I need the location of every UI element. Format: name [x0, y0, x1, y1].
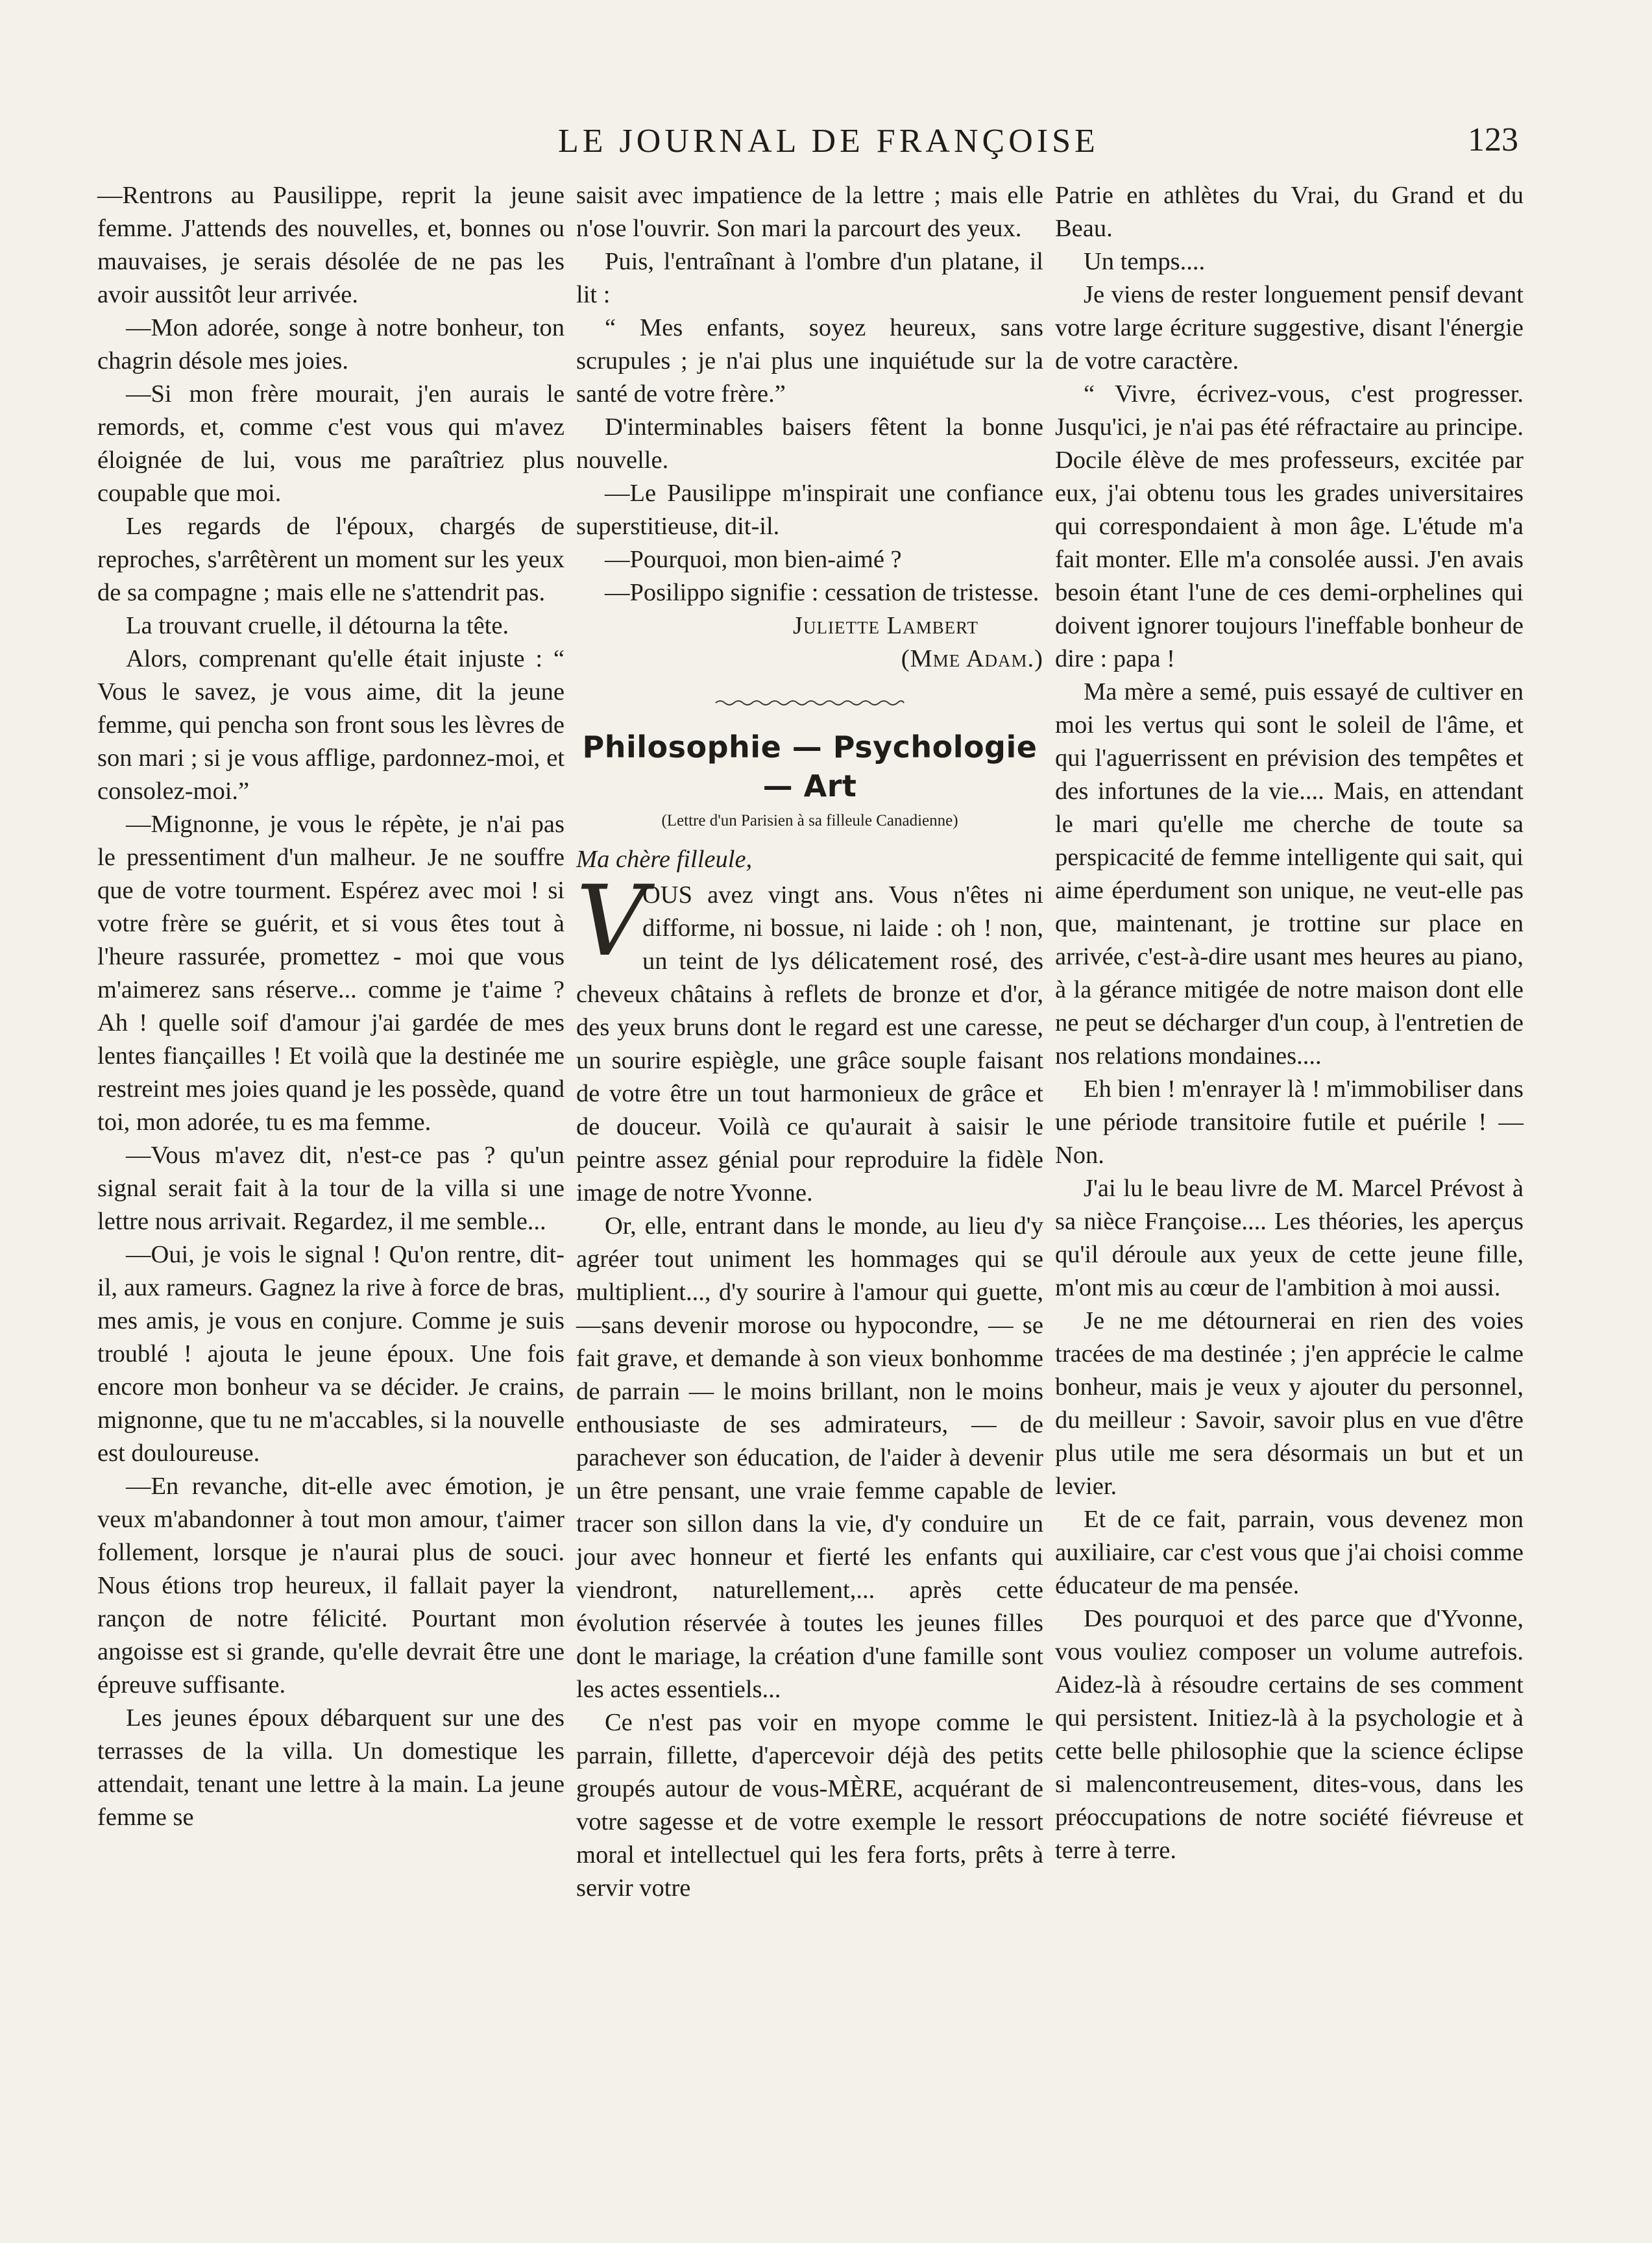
paragraph: —Oui, je vois le signal ! Qu'on rentre, dit-il, aux rameurs. Gagnez la rive à force de bras, mes amis, je vous en conjure. Comme je suis troublé ! ajouta le jeune époux. Une fois encore mon bonheur va se décider. Je crains, mignonne, que tu ne m'accables, si la nouvelle est douloureuse. — [97, 1241, 565, 1467]
column-1 — [97, 179, 565, 1834]
salutation: Ma chère filleule, — [576, 846, 753, 873]
paragraph: —Rentrons au Pausilippe, reprit la jeune femme. J'attends des nouvelles, et, bonnes ou mauvaises, je serais désolée de ne pas les avoir aussitôt leur arrivée. — [97, 182, 565, 308]
paragraph: La trouvant cruelle, il détourna la tête. — [126, 612, 509, 639]
paragraph: D'interminables baisers fêtent la bonne nouvelle. — [576, 413, 1043, 474]
wavy-rule-ornament — [712, 695, 907, 711]
paragraph: Eh bien ! m'enrayer là ! m'immobiliser dans une période transitoire futile et puérile ! — Non. — [1055, 1075, 1524, 1169]
paragraph: —Mon adorée, songe à notre bonheur, ton chagrin désole mes joies. — [97, 314, 565, 374]
paragraph: “ Vivre, écrivez-vous, c'est progresser. Jusqu'ici, je n'ai pas été réfractaire au principe. Docile élève de mes professeurs, excitée par eux, j'ai obtenu tous les grades universitaires qui correspondaient à mon âge. L'étude m'a fait monter. Elle m'a consolée aussi. J'en avais besoin étant l'une de ces demi-orphelines qui doivent ignorer toujours l'ineffable bonheur de dire : papa ! — [1055, 380, 1524, 672]
paragraph: Ce n'est pas voir en myope comme le parrain, fillette, d'apercevoir déjà des petits groupés autour de vous-MÈRE, acquérant de votre sagesse et de votre exemple le ressort moral et intellectuel qui les fera forts, prêts à servir votre — [576, 1709, 1043, 1902]
paragraph: Les regards de l'époux, chargés de reproches, s'arrêtèrent un moment sur les yeux de sa compagne ; mais elle ne s'attendrit pas. — [97, 513, 565, 606]
paragraph: —Pourquoi, mon bien-aimé ? — [605, 546, 902, 573]
paragraph: —Le Pausilippe m'inspirait une confiance superstitieuse, dit-il. — [576, 480, 1043, 540]
paragraph: Et de ce fait, parrain, vous devenez mon auxiliaire, car c'est vous que j'ai choisi comme éducateur de ma pensée. — [1055, 1506, 1524, 1599]
paragraph: —En revanche, dit-elle avec émotion, je veux m'abandonner à tout mon amour, t'aimer follement, lorsque je n'aurai plus de souci. Nous étions trop heureux, il fallait payer la rançon de notre félicité. Pourtant mon angoisse est si grande, qu'elle devrait être une épreuve suffisante. — [97, 1473, 565, 1698]
paragraph: Alors, comprenant qu'elle était injuste : “ Vous le savez, je vous aime, dit la jeune femme, qui pencha son front sous les lèvres de son mari ; si je vous afflige, pardonnez-moi, et consolez-moi.” — [97, 645, 565, 805]
paragraph: Je ne me détournerai en rien des voies tracées de ma destinée ; j'en apprécie le calme bonheur, mais je veux y ajouter du personnel, du meilleur : Savoir, savoir plus en vue d'être plus utile me sera désormais un but et un levier. — [1055, 1307, 1524, 1500]
paragraph: —Mignonne, je vous le répète, je n'ai pas le pressentiment d'un malheur. Je ne souffre que de votre tourment. Espérez avec moi ! si votre frère se guérit, et si vous êtes tout à l'heure rassurée, promettez - moi que vous m'aimerez sans réserve... comme je t'aime ? Ah ! quelle soif d'amour j'ai gardée de mes lentes fiançailles ! Et voilà que la destinée me restreint mes joies quand je les possède, quand toi, mon adorée, tu es ma femme. — [97, 811, 565, 1136]
first-paragraph-text: OUS avez vingt ans. Vous n'êtes ni difforme, ni bossue, ni laide : oh ! non, un teint de lys délicatement rosé, des cheveux châtains à reflets de bronze et d'or, des yeux bruns dont le regard est une caresse, un sourire espiègle, une grâce souple faisant de votre être un tout harmonieux de grâce et de douceur. Voilà ce qu'aurait à saisir le peintre assez génial pour reproduire la fidèle image de notre Yvonne. — [576, 881, 1043, 1207]
signature-alias: (Mme Adam.) — [901, 645, 1043, 672]
paragraph: Je viens de rester longuement pensif devant votre large écriture suggestive, disant l'énergie de votre caractère. — [1055, 281, 1524, 374]
paragraph: —Si mon frère mourait, j'en aurais le remords, et, comme c'est vous qui m'avez éloignée de lui, vous me paraîtriez plus coupable que moi. — [97, 380, 565, 507]
paragraph: Puis, l'entraînant à l'ombre d'un platane, il lit : — [576, 248, 1043, 308]
paragraph: J'ai lu le beau livre de M. Marcel Prévost à sa nièce Françoise.... Les théories, les aperçus qu'il déroule aux yeux de cette jeune fille, m'ont mis au cœur de l'ambition à moi aussi. — [1055, 1175, 1524, 1301]
first-paragraph — [576, 865, 1043, 1210]
drop-capital: V — [576, 865, 647, 978]
column-2 — [576, 179, 1043, 1905]
paragraph: Ma mère a semé, puis essayé de cultiver en moi les vertus qui sont le soleil de l'âme, et qui l'aguerrissent en prévision des tempêtes et des infortunes de la vie.... Mais, en attendant le mari qu'elle me cherche de toute sa perspicacité de femme intelligente qui sait, qui aime éperdument son unique, ne veut-elle pas que, maintenant, je trottine sur place en arrivée, c'est-à-dire usant mes heures au piano, à la gérance mitigée de notre maison dont elle ne peut se décharger d'un coup, à l'entretien de nos relations mondaines.... — [1055, 678, 1524, 1070]
signature-author: Juliette Lambert — [793, 612, 978, 639]
column-3 — [1055, 179, 1524, 1867]
paragraph: —Vous m'avez dit, n'est-ce pas ? qu'un signal serait fait à la tour de la villa si une lettre nous arrivait. Regardez, il me semble... — [97, 1142, 565, 1235]
page-number: 123 — [1468, 121, 1518, 158]
article-subtitle: (Lettre d'un Parisien à sa filleule Canadienne) — [661, 812, 958, 829]
journal-title: LE JOURNAL DE FRANÇOISE — [558, 123, 1099, 160]
paragraph: Patrie en athlètes du Vrai, du Grand et du Beau. — [1055, 182, 1524, 242]
paragraph: Les jeunes époux débarquent sur une des terrasses de la villa. Un domestique les attendait, tenant une lettre à la main. La jeune femme se — [97, 1704, 565, 1831]
article-title: Philosophie — Psychologie — Art — [582, 729, 1038, 803]
paragraph: Or, elle, entrant dans le monde, au lieu d'y agréer tout uniment les hommages qui se multiplient..., d'y sourire à l'amour qui guette,—sans devenir morose ou hypocondre, — se fait grave, et demande à son vieux bonhomme de parrain — le moins brillant, non le moins enthousiaste de ses admirateurs, — de parachever son éducation, de l'aider à devenir un être pensant, une vraie femme capable de tracer son sillon dans la vie, d'y conduire un jour avec honneur et fierté les enfants qui viendront, naturellement,... après cette évolution réservée à toutes les jeunes filles dont le mariage, la création d'une famille sont les actes essentiels... — [576, 1212, 1043, 1703]
paragraph: saisit avec impatience de la lettre ; mais elle n'ose l'ouvrir. Son mari la parcourt des yeux. — [576, 182, 1043, 242]
paragraph: Un temps.... — [1084, 248, 1206, 275]
paragraph: —Posilippo signifie : cessation de tristesse. — [605, 579, 1039, 606]
paragraph: Des pourquoi et des parce que d'Yvonne, vous vouliez composer un volume autrefois. Aidez-là à résoudre certains de ses comment qui persistent. Initiez-là à la psychologie et à cette belle philosophie que la science éclipse si malencontreusement, dites-vous, dans les préoccupations de notre société fiévreuse et terre à terre. — [1055, 1605, 1524, 1864]
paragraph: “ Mes enfants, soyez heureux, sans scrupules ; je n'ai plus une inquiétude sur la santé de votre frère.” — [576, 314, 1043, 408]
